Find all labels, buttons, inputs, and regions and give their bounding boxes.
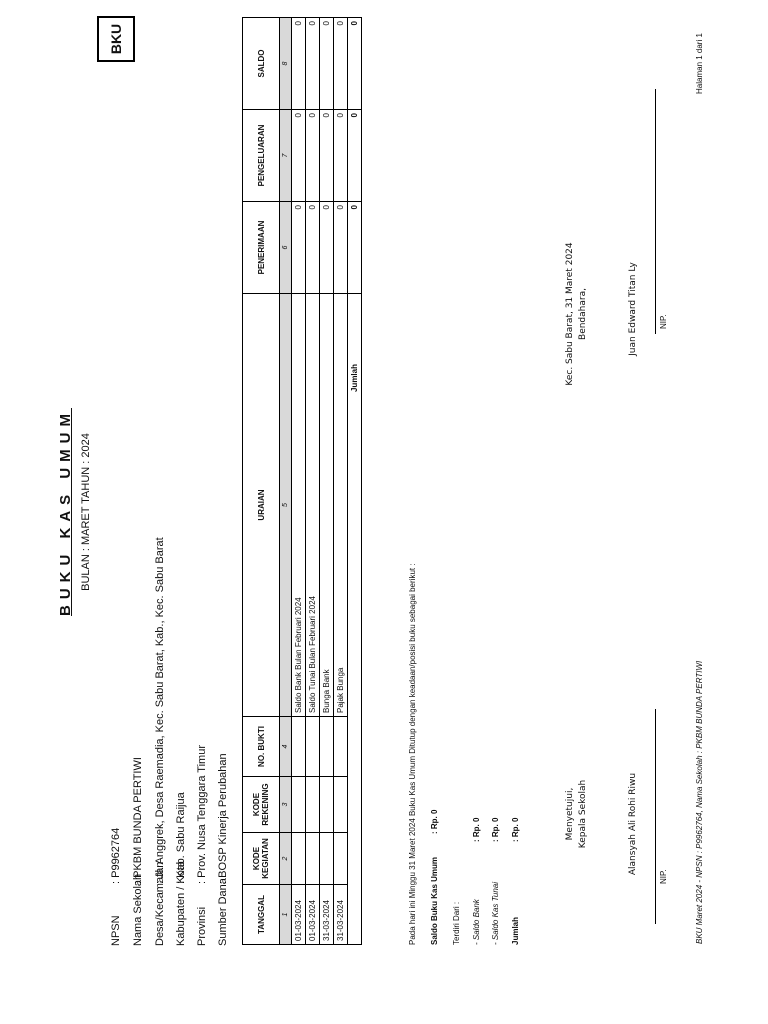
cell-tanggal: 01-03-2024 — [306, 885, 320, 945]
cell-kode-kegiatan — [320, 833, 334, 885]
saldo-value: : Rp. 0 — [430, 809, 439, 834]
cell-tanggal: 31-03-2024 — [334, 885, 348, 945]
col-number: 7 — [280, 110, 292, 202]
column-number-row — [280, 18, 292, 945]
table-row — [306, 18, 320, 945]
cell-uraian: Bunga Bank — [320, 294, 334, 717]
info-value-provinsi: : Prov. Nusa Tenggara Timur — [196, 745, 208, 884]
cell-no-bukti — [334, 717, 348, 777]
info-value-desa: : Jl. Anggrek, Desa Raemadia, Kec. Sabu Barat, Kab., Kec. Sabu Barat — [154, 537, 166, 884]
info-value-kabupaten: : Kab. Sabu Raijua — [175, 792, 187, 884]
cell-tanggal: 31-03-2024 — [320, 885, 334, 945]
closing-statement: Pada hari ini Minggu 31 Maret 2024 Buku Kas Umum Ditutup dengan keadaan/posisi buku sebagai berikut : — [408, 563, 417, 945]
cell-penerimaan: 0 — [292, 202, 306, 294]
col-header-pengeluaran: PENGELUARAN — [243, 110, 280, 202]
footer-document-info: BKU Maret 2024 - NPSN : P9962764, Nama Sekolah : PKBM BUNDA PERTIWI — [695, 660, 704, 944]
cell-kode-rekening — [292, 777, 306, 833]
saldo-tunai-label: - Saldo Kas Tunai — [491, 882, 500, 945]
cell-kode-rekening — [320, 777, 334, 833]
treasurer-nip: NIP. — [659, 314, 668, 329]
cell-no-bukti — [320, 717, 334, 777]
table-row — [320, 18, 334, 945]
cell-kode-kegiatan — [306, 833, 320, 885]
approve-label: Menyetujui, — [565, 787, 575, 841]
cell-penerimaan: 0 — [320, 202, 334, 294]
treasurer-name: Juan Edward Titan Ly — [628, 262, 638, 356]
col-header-kode-rekening: KODE REKENING — [243, 777, 280, 833]
total-penerimaan: 0 — [348, 202, 362, 294]
cell-saldo: 0 — [334, 18, 348, 110]
col-header-tanggal: TANGGAL — [243, 885, 280, 945]
info-label-desa: Desa/Kecamatan — [154, 861, 166, 946]
jumlah-label: Jumlah — [511, 916, 520, 945]
place-date: Kec. Sabu Barat, 31 Maret 2024 — [565, 242, 575, 386]
treasurer-signature-line — [655, 89, 656, 334]
col-number: 8 — [280, 18, 292, 110]
principal-name: Alansyah Ali Rohi Riwu — [628, 772, 638, 876]
footer-page-number: Halaman 1 dari 1 — [695, 33, 704, 94]
cell-pengeluaran: 0 — [292, 110, 306, 202]
col-header-kode-kegiatan: KODE KEGIATAN — [243, 833, 280, 885]
cell-pengeluaran: 0 — [320, 110, 334, 202]
info-value-npsn: : P9962764 — [110, 827, 122, 884]
col-header-penerimaan: PENERIMAAN — [243, 202, 280, 294]
info-label-sumber-dana: Sumber Dana — [217, 878, 229, 946]
cell-kode-rekening — [306, 777, 320, 833]
cell-uraian: Saldo Tunai Bulan Februari 2024 — [306, 294, 320, 717]
treasurer-role: Bendahara, — [578, 288, 588, 340]
col-number: 4 — [280, 717, 292, 777]
cell-saldo: 0 — [320, 18, 334, 110]
jumlah-value: : Rp. 0 — [511, 817, 520, 842]
bku-table — [242, 17, 362, 945]
col-header-uraian: URAIAN — [243, 294, 280, 717]
cell-saldo: 0 — [292, 18, 306, 110]
cell-kode-kegiatan — [292, 833, 306, 885]
info-value-nama-sekolah: : PKBM BUNDA PERTIWI — [132, 757, 144, 884]
cell-pengeluaran: 0 — [306, 110, 320, 202]
col-number: 1 — [280, 885, 292, 945]
info-label-npsn: NPSN — [110, 915, 122, 946]
bku-badge: BKU — [97, 16, 135, 62]
col-number: 2 — [280, 833, 292, 885]
total-pengeluaran: 0 — [348, 110, 362, 202]
principal-role: Kepala Sekolah — [578, 779, 588, 849]
cell-kode-rekening — [334, 777, 348, 833]
table-row — [334, 18, 348, 945]
cell-saldo: 0 — [306, 18, 320, 110]
terdiri-dari: Terdiri Dari : — [452, 901, 461, 945]
cell-no-bukti — [306, 717, 320, 777]
col-number: 3 — [280, 777, 292, 833]
info-label-nama-sekolah: Nama Sekolah — [132, 873, 144, 946]
table-total-row — [348, 18, 362, 945]
table-header-row — [243, 18, 280, 945]
cell-kode-kegiatan — [334, 833, 348, 885]
cell-uraian: Pajak Bunga — [334, 294, 348, 717]
principal-nip: NIP. — [659, 869, 668, 884]
total-label: Jumlah — [348, 294, 362, 945]
page-subtitle: BULAN : MARET TAHUN : 2024 — [80, 433, 92, 591]
saldo-bank-label: - Saldo Bank — [472, 899, 481, 945]
cell-penerimaan: 0 — [334, 202, 348, 294]
info-label-provinsi: Provinsi — [196, 906, 208, 946]
info-value-sumber-dana: : BOSP Kinerja Perubahan — [217, 753, 229, 884]
col-header-no-bukti: NO. BUKTI — [243, 717, 280, 777]
info-label-kabupaten: Kabupaten / Kota — [175, 860, 187, 946]
total-saldo: 0 — [348, 18, 362, 110]
cell-pengeluaran: 0 — [334, 110, 348, 202]
table-row — [292, 18, 306, 945]
col-number: 6 — [280, 202, 292, 294]
page-title: BUKU KAS UMUM — [57, 408, 74, 616]
cell-no-bukti — [292, 717, 306, 777]
cell-uraian: Saldo Bank Bulan Februari 2024 — [292, 294, 306, 717]
saldo-label: Saldo Buku Kas Umum — [430, 856, 439, 945]
principal-signature-line — [655, 709, 656, 924]
cell-penerimaan: 0 — [306, 202, 320, 294]
col-header-saldo: SALDO — [243, 18, 280, 110]
saldo-bank-value: : Rp. 0 — [472, 817, 481, 842]
col-number: 5 — [280, 294, 292, 717]
cell-tanggal: 01-03-2024 — [292, 885, 306, 945]
saldo-tunai-value: : Rp. 0 — [491, 817, 500, 842]
